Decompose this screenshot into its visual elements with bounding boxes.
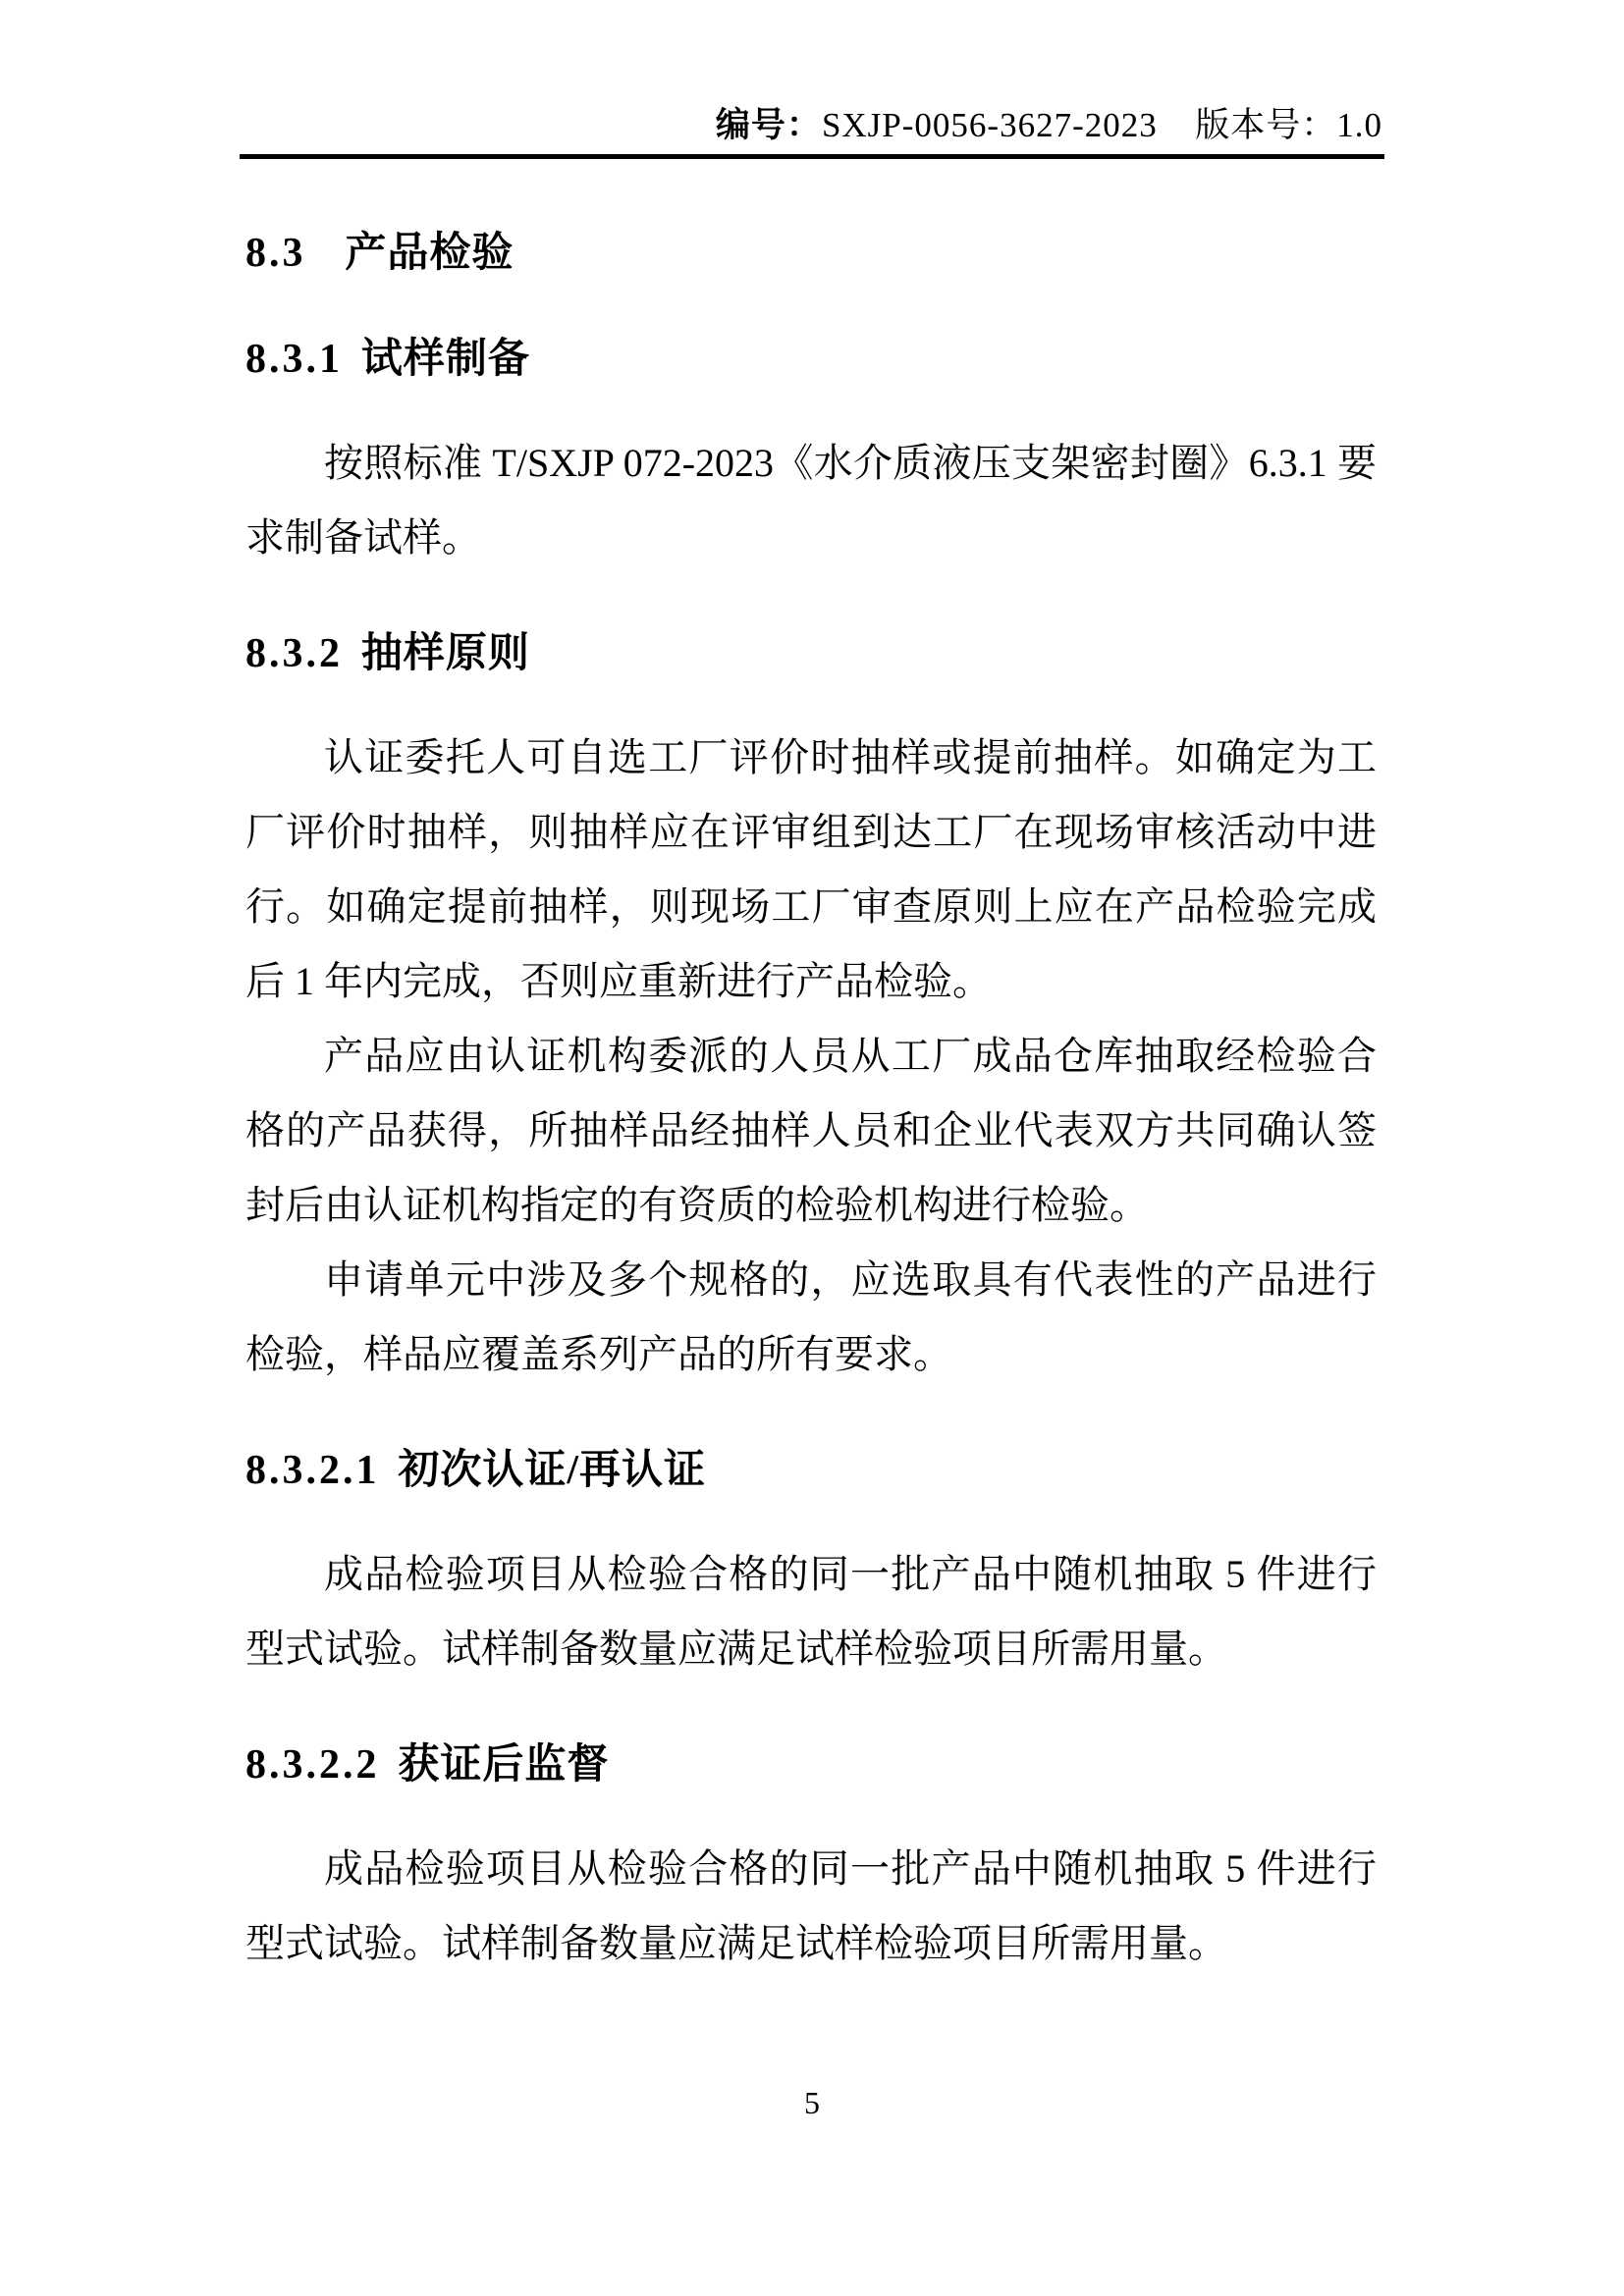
section-number: 8.3.2.2: [245, 1742, 380, 1788]
paragraph: 成品检验项目从检验合格的同一批产品中随机抽取 5 件进行型式试验。试样制备数量应满足试样检验项目所需用量。: [245, 1846, 1377, 1965]
doc-version-value: 1.0: [1336, 106, 1382, 144]
document-body: [245, 201, 1377, 1981]
doc-code-label: 编号：: [715, 106, 822, 144]
section-heading-8-3-2-2: [245, 1737, 1377, 1792]
section-number: 8.3: [245, 231, 306, 276]
section-title: 试样制备: [360, 337, 530, 382]
paragraph: 成品检验项目从检验合格的同一批产品中随机抽取 5 件进行型式试验。试样制备数量应满足试样检验项目所需用量。: [245, 1552, 1377, 1671]
section-title: 抽样原则: [360, 631, 530, 676]
section-heading-8-3-1: [245, 332, 1377, 387]
section-number: 8.3.1: [245, 337, 343, 382]
section-title: 获证后监督: [398, 1742, 610, 1788]
paragraph: 产品应由认证机构委派的人员从工厂成品仓库抽取经检验合格的产品获得，所抽样品经抽样人员和企业代表双方共同确认签封后由认证机构指定的有资质的检验机构进行检验。: [245, 1034, 1377, 1227]
doc-code-value: SXJP-0056-3627-2023: [821, 106, 1158, 144]
section-title: 产品检验: [345, 231, 514, 276]
doc-version-label: 版本号：: [1195, 106, 1337, 144]
page-number: 5: [804, 2085, 820, 2120]
section-title: 初次认证/再认证: [398, 1448, 707, 1493]
section-number: 8.3.2.1: [245, 1448, 380, 1493]
section-heading-8-3: [245, 226, 1377, 281]
paragraph: 认证委托人可自选工厂评价时抽样或提前抽样。如确定为工厂评价时抽样，则抽样应在评审组到达工厂在现场审核活动中进行。如确定提前抽样，则现场工厂审查原则上应在产品检验完成后 1 年内完成，否则应重新进行产品检验。: [245, 735, 1377, 1003]
paragraph: 按照标准 T/SXJP 072-2023《水介质液压支架密封圈》6.3.1 要求制备试样。: [245, 441, 1377, 560]
paragraph: 申请单元中涉及多个规格的，应选取具有代表性的产品进行检验，样品应覆盖系列产品的所有要求。: [245, 1257, 1377, 1376]
section-number: 8.3.2: [245, 631, 343, 676]
header-divider-rule: [240, 154, 1384, 159]
section-heading-8-3-2-1: [245, 1443, 1377, 1498]
document-header: [716, 102, 1382, 149]
section-heading-8-3-2: [245, 626, 1377, 681]
